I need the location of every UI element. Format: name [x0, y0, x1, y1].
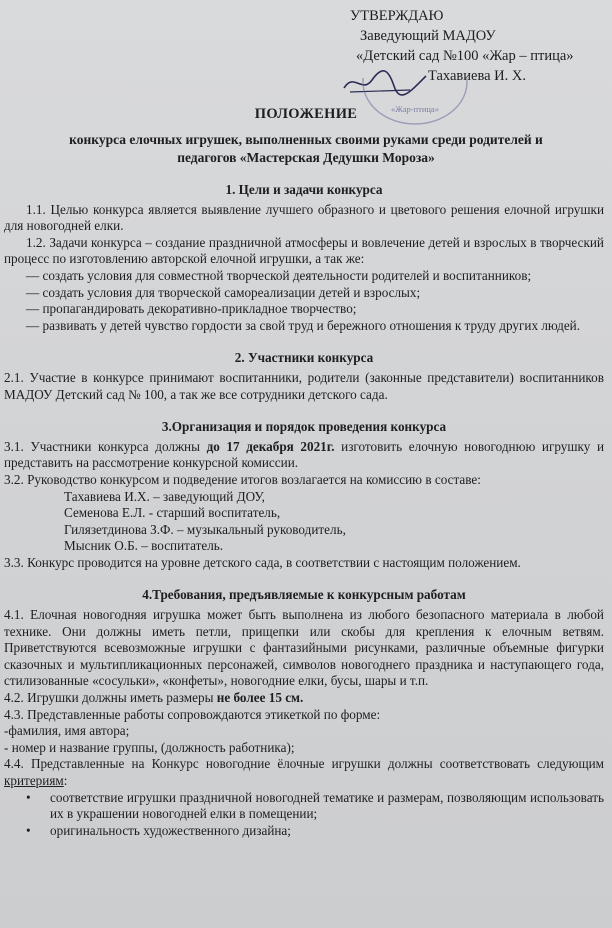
criteria-list — [4, 790, 604, 840]
task-item: — пропагандировать декоративно-прикладное творчество; — [26, 301, 357, 317]
commission-member: Тахавиева И.Х. – заведующий ДОУ, — [64, 488, 265, 504]
section-4-paragraph-4: 4.4. Представленные на Конкурс новогодние ёлочные игрушки должны соответствовать следующим критериям: — [4, 756, 604, 788]
task-item: — создать условия для совместной творческой деятельности родителей и воспитанников; — [26, 267, 532, 283]
section-1-heading: 1. Цели и задачи конкурса — [225, 182, 383, 197]
section-3-heading: 3.Организация и порядок проведения конкурса — [161, 419, 447, 435]
commission-list — [4, 489, 604, 555]
section-1-paragraph-1: 1.1. Целью конкурса является выявление лучшего образного и цветового решения елочной игрушки для новогодней елки. — [4, 201, 604, 234]
section-3-paragraph-2: 3.2. Руководство конкурсом и подведение итогов возлагается на комиссию в составе: — [4, 471, 481, 487]
approval-heading: УТВЕРЖДАЮ — [350, 8, 444, 24]
section-4-paragraph-2: 4.2. Игрушки должны иметь размеры не более 15 см. — [4, 690, 304, 706]
commission-member: Мысник О.Б. – воспитатель. — [64, 538, 224, 554]
label-field-group: - номер и название группы, (должность работника); — [4, 739, 295, 755]
stamp-text: «Жар-птица» — [391, 104, 439, 114]
document-body — [4, 176, 604, 839]
task-item: — развивать у детей чувство гордости за свой труд и бережного отношения к труду других людей. — [26, 317, 581, 333]
commission-member: Семенова Е.Л. - старший воспитатель, — [64, 505, 281, 521]
task-item: — создать условия для творческой самореализации детей и взрослых; — [26, 284, 421, 300]
section-4-heading: 4.Требования, предъявляемые к конкурсным работам — [142, 587, 466, 603]
document-subtitle: конкурса елочных игрушек, выполненных своими руками среди родителей и педагогов «Мастерская Дедушки Мороза» — [69, 132, 543, 165]
approval-organization: «Детский сад №100 «Жар – птица» — [356, 48, 574, 64]
section-2-paragraph-1: 2.1. Участие в конкурсе принимают воспитанники, родители (законные представители) воспитанников МАДОУ Детский сад № 100, а так же все сотрудники детского сада. — [4, 369, 604, 402]
document-title: ПОЛОЖЕНИЕ — [254, 106, 358, 122]
label-field-author: -фамилия, имя автора; — [4, 723, 130, 739]
document-title-block — [0, 106, 612, 167]
criteria-item: • соответствие игрушки праздничной новогодней тематике и размерам, позволяющим использовать их в украшении новогодней елки в помещении; — [50, 790, 604, 823]
section-3-paragraph-1: 3.1. Участники конкурса должны до 17 декабря 2021г. изготовить елочную новогоднюю игрушку и представить на рассмотрение конкурсной комиссии. — [4, 438, 605, 471]
section-4-paragraph-3: 4.3. Представленные работы сопровождаются этикеткой по форме: — [4, 706, 381, 722]
section-2-heading: 2. Участники конкурса — [234, 350, 374, 366]
approval-signatory: Тахавиева И. Х. — [428, 68, 527, 84]
size-limit: не более 15 см. — [216, 690, 304, 706]
section-3-paragraph-3: 3.3. Конкурс проводится на уровне детского сада, в соответствии с настоящим положением. — [4, 554, 521, 570]
criteria-item: • оригинальность художественного дизайна; — [50, 823, 604, 840]
deadline-date: до 17 декабря 2021г. — [206, 438, 335, 454]
section-4-paragraph-1: 4.1. Елочная новогодняя игрушка может быть выполнена из любого безопасного материала в любой технике. Они должны иметь петли, прищепки или скобы для крепления к елочным ветвям. Приветствуются всевозможные игрушки с фантазийными рисунками, различные объемные фигурки сказочных и мультипликационных персонажей, символов новогоднего праздника и наступающего года, стилизованные «сосульки», «конфеты», новогодние елки, бусы, шары и т.п. — [4, 607, 604, 689]
commission-member: Гилязетдинова З.Ф. – музыкальный руководитель, — [64, 521, 346, 537]
criteria-word: критериям — [4, 773, 64, 788]
approval-position: Заведующий МАДОУ — [360, 28, 496, 44]
section-1-paragraph-2: 1.2. Задачи конкурса – создание праздничной атмосферы и вовлечение детей и взрослых в творческий процесс по изготовлению авторской елочной игрушки, а так же: — [4, 234, 604, 267]
